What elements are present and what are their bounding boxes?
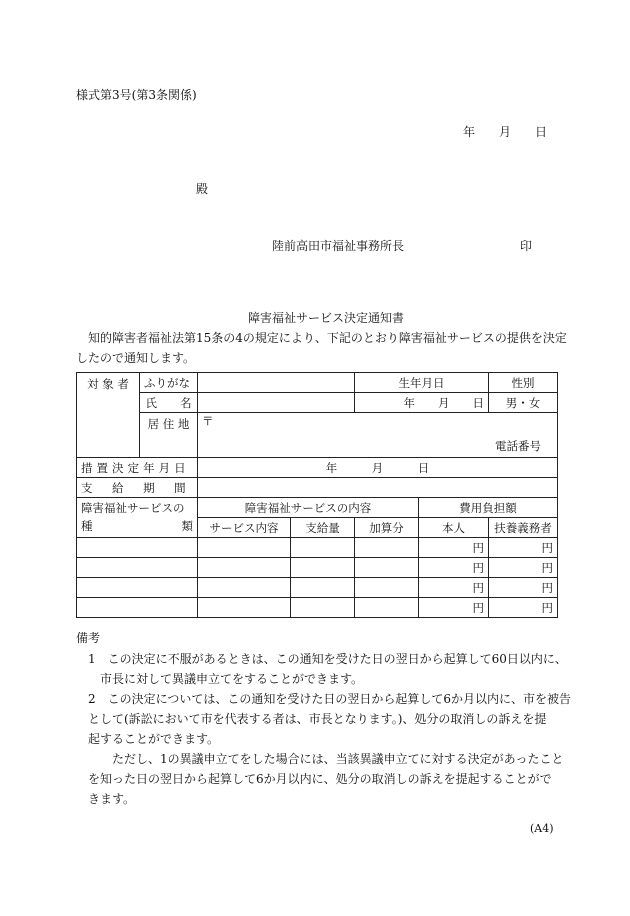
service-type-label-line-1: 障害福祉サービスの [81, 501, 185, 515]
issuer-name: 陸前高田市福祉事務所長 [272, 239, 405, 253]
self-pay-yen: 円 [419, 538, 489, 558]
note-2-line-3: 起することができます。 [88, 732, 220, 746]
service-type-cell[interactable] [77, 578, 198, 598]
service-content-cell[interactable] [198, 598, 291, 618]
birthdate-value: 年 月 日 [355, 393, 489, 413]
amount-cell[interactable] [291, 598, 355, 618]
service-content-header: 障害福祉サービスの内容 [198, 498, 419, 518]
table-row [77, 478, 558, 498]
self-pay-yen: 円 [419, 598, 489, 618]
service-type-label [77, 498, 198, 538]
supporter-pay-yen: 円 [489, 538, 558, 558]
birthdate-label: 生年月日 [355, 373, 489, 393]
cost-header: 費用負担額 [419, 498, 558, 518]
payment-period-label: 支 給 期 間 [77, 478, 198, 498]
table-row [77, 598, 558, 618]
note-2-line-6: きます。 [88, 792, 136, 806]
table-row [77, 578, 558, 598]
table-row [77, 538, 558, 558]
intro-line-1: 知的障害者福祉法第15条の4の規定により、下記のとおり障害福祉サービスの提供を決定 [88, 331, 567, 345]
col-amount: 支給量 [291, 518, 355, 538]
decision-date-value: 年 月 日 [198, 458, 558, 478]
col-supporter-pay: 扶養義務者 [489, 518, 558, 538]
service-content-cell[interactable] [198, 558, 291, 578]
intro-line-2: したので通知します。 [76, 351, 196, 365]
sex-label: 性別 [489, 373, 558, 393]
table-row [77, 498, 558, 518]
table-row [77, 393, 558, 413]
notice-table [76, 372, 558, 618]
self-pay-yen: 円 [419, 558, 489, 578]
service-type-label-line-2 [81, 517, 193, 535]
supporter-pay-yen: 円 [489, 578, 558, 598]
address-label: 居 住 地 [140, 413, 198, 458]
date-line: 年 月 日 [463, 125, 548, 139]
addition-cell[interactable] [355, 538, 419, 558]
table-row [77, 413, 558, 436]
table-row [77, 558, 558, 578]
note-2-line-2: として(訴訟において市を代表する者は、市長となります。)、処分の取消しの訴えを提 [88, 712, 547, 726]
furigana-field[interactable] [198, 373, 355, 393]
service-type-cell[interactable] [77, 598, 198, 618]
col-addition: 加算分 [355, 518, 419, 538]
note-1-line-2: 市長に対して異議申立てをすることができます。 [100, 672, 364, 686]
service-content-cell[interactable] [198, 538, 291, 558]
note-1-line-1: 1 この決定に不服があるときは、この通知を受けた日の翌日から起算して60日以内に、 [88, 652, 567, 666]
table-row [77, 458, 558, 478]
name-label: 氏 名 [140, 393, 198, 413]
col-self-pay: 本人 [419, 518, 489, 538]
phone-label: 電話番号 [198, 435, 558, 458]
addition-cell[interactable] [355, 558, 419, 578]
sex-value: 男・女 [489, 393, 558, 413]
service-type-cell[interactable] [77, 558, 198, 578]
addition-cell[interactable] [355, 598, 419, 618]
name-field[interactable] [198, 393, 355, 413]
service-type-label-char-2: 類 [181, 519, 193, 533]
subject-label: 対 象 者 [77, 373, 140, 458]
notes-heading: 備考 [76, 631, 101, 645]
amount-cell[interactable] [291, 578, 355, 598]
note-2-line-1: 2 この決定については、この通知を受けた日の翌日から起算して6か月以内に、市を被告 [88, 692, 572, 706]
self-pay-yen: 円 [419, 578, 489, 598]
supporter-pay-yen: 円 [489, 558, 558, 578]
document-title: 障害福祉サービス決定通知書 [248, 311, 405, 325]
table-row [77, 373, 558, 393]
addition-cell[interactable] [355, 578, 419, 598]
note-2-line-5: を知った日の翌日から起算して6か月以内に、処分の取消しの訴えを提起することがで [88, 772, 552, 786]
amount-cell[interactable] [291, 538, 355, 558]
supporter-pay-yen: 円 [489, 598, 558, 618]
service-type-cell[interactable] [77, 538, 198, 558]
form-number: 様式第3号(第3条関係) [76, 88, 197, 102]
payment-period-field[interactable] [198, 478, 558, 498]
seal-mark: 印 [520, 239, 533, 253]
service-type-label-char-1: 種 [81, 519, 93, 533]
note-2-line-4: ただし、1の異議申立てをした場合には、当該異議申立てに対する決定があったこと [112, 752, 564, 766]
postal-mark: 〒 [198, 413, 558, 436]
addressee-suffix: 殿 [196, 182, 209, 196]
amount-cell[interactable] [291, 558, 355, 578]
service-content-cell[interactable] [198, 578, 291, 598]
furigana-label: ふりがな [140, 373, 198, 393]
paper-size-label: (A4) [530, 822, 554, 835]
decision-date-label: 措置決定年月日 [77, 458, 198, 478]
col-service-content: サービス内容 [198, 518, 291, 538]
